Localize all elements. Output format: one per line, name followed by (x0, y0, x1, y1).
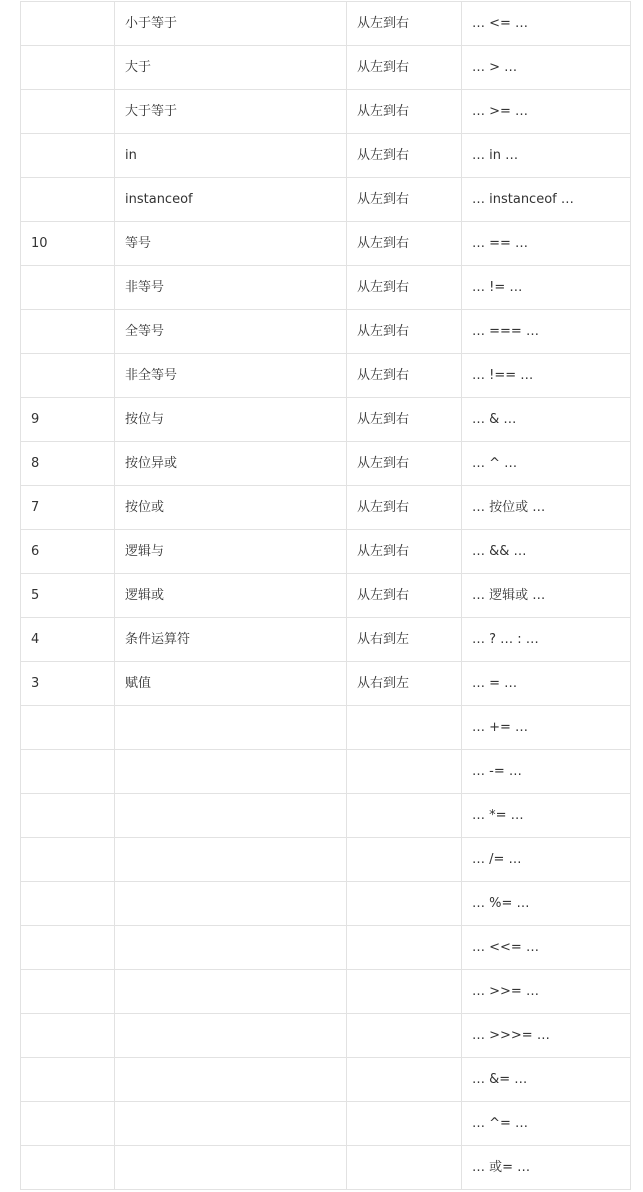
operator-syntax-cell: … 或= … (462, 1146, 631, 1190)
table-row (21, 574, 631, 618)
associativity-cell: 从左到右 (347, 266, 462, 310)
precedence-cell (21, 794, 115, 838)
associativity-cell (347, 794, 462, 838)
precedence-cell: 5 (21, 574, 115, 618)
associativity-cell (347, 750, 462, 794)
table-row (21, 486, 631, 530)
associativity-cell (347, 706, 462, 750)
table-row (21, 134, 631, 178)
table-row (21, 838, 631, 882)
operator-syntax-cell: … <<= … (462, 926, 631, 970)
associativity-cell: 从左到右 (347, 442, 462, 486)
operator-syntax-cell: … && … (462, 530, 631, 574)
precedence-cell (21, 1102, 115, 1146)
operator-type-cell: 非等号 (115, 266, 347, 310)
precedence-cell (21, 750, 115, 794)
operator-type-cell (115, 882, 347, 926)
operator-type-cell (115, 706, 347, 750)
table-row (21, 750, 631, 794)
associativity-cell (347, 838, 462, 882)
operator-type-cell (115, 1146, 347, 1190)
associativity-cell: 从左到右 (347, 486, 462, 530)
operator-type-cell (115, 1102, 347, 1146)
operator-syntax-cell: … > … (462, 46, 631, 90)
precedence-cell (21, 2, 115, 46)
table-body (21, 2, 631, 1190)
operator-type-cell: 等号 (115, 222, 347, 266)
operator-type-cell: 逻辑与 (115, 530, 347, 574)
associativity-cell (347, 926, 462, 970)
operator-syntax-cell: … 按位或 … (462, 486, 631, 530)
precedence-cell (21, 970, 115, 1014)
precedence-cell (21, 266, 115, 310)
table-row (21, 618, 631, 662)
associativity-cell (347, 1014, 462, 1058)
operator-type-cell (115, 838, 347, 882)
table-row (21, 794, 631, 838)
operator-syntax-cell: … %= … (462, 882, 631, 926)
table-row (21, 398, 631, 442)
table-row (21, 662, 631, 706)
precedence-cell (21, 1058, 115, 1102)
precedence-cell: 6 (21, 530, 115, 574)
precedence-cell (21, 838, 115, 882)
operator-syntax-cell: … &= … (462, 1058, 631, 1102)
operator-type-cell: 大于 (115, 46, 347, 90)
associativity-cell: 从左到右 (347, 530, 462, 574)
operator-syntax-cell: … <= … (462, 2, 631, 46)
operator-type-cell: 小于等于 (115, 2, 347, 46)
table-row (21, 706, 631, 750)
operator-syntax-cell: … & … (462, 398, 631, 442)
operator-syntax-cell: … = … (462, 662, 631, 706)
precedence-cell: 3 (21, 662, 115, 706)
precedence-cell (21, 354, 115, 398)
precedence-cell (21, 310, 115, 354)
precedence-cell (21, 926, 115, 970)
associativity-cell: 从左到右 (347, 134, 462, 178)
table-row (21, 46, 631, 90)
precedence-cell (21, 706, 115, 750)
associativity-cell: 从左到右 (347, 178, 462, 222)
precedence-cell (21, 90, 115, 134)
table-row (21, 970, 631, 1014)
operator-type-cell: 逻辑或 (115, 574, 347, 618)
precedence-cell (21, 1146, 115, 1190)
operator-type-cell (115, 794, 347, 838)
table-row (21, 1058, 631, 1102)
table-row (21, 354, 631, 398)
operator-type-cell (115, 926, 347, 970)
associativity-cell: 从左到右 (347, 574, 462, 618)
table-row (21, 222, 631, 266)
precedence-cell (21, 46, 115, 90)
operator-type-cell (115, 970, 347, 1014)
associativity-cell: 从左到右 (347, 398, 462, 442)
precedence-cell (21, 178, 115, 222)
associativity-cell (347, 1102, 462, 1146)
operator-type-cell: in (115, 134, 347, 178)
associativity-cell: 从左到右 (347, 46, 462, 90)
operator-syntax-cell: … /= … (462, 838, 631, 882)
operator-syntax-cell: … != … (462, 266, 631, 310)
associativity-cell: 从左到右 (347, 90, 462, 134)
precedence-cell: 9 (21, 398, 115, 442)
operator-syntax-cell: … in … (462, 134, 631, 178)
operator-type-cell (115, 1014, 347, 1058)
precedence-cell (21, 134, 115, 178)
table-row (21, 310, 631, 354)
operator-type-cell: 按位与 (115, 398, 347, 442)
operator-type-cell: 大于等于 (115, 90, 347, 134)
operator-syntax-cell: … instanceof … (462, 178, 631, 222)
table-row (21, 266, 631, 310)
table-row (21, 882, 631, 926)
operator-syntax-cell: … 逻辑或 … (462, 574, 631, 618)
precedence-cell (21, 1014, 115, 1058)
operator-type-cell: 全等号 (115, 310, 347, 354)
operator-syntax-cell: … === … (462, 310, 631, 354)
operator-syntax-cell: … ^= … (462, 1102, 631, 1146)
operator-type-cell: 条件运算符 (115, 618, 347, 662)
operator-type-cell: 按位或 (115, 486, 347, 530)
operator-precedence-table-container (20, 1, 630, 1190)
operator-syntax-cell: … !== … (462, 354, 631, 398)
operator-syntax-cell: … ? … : … (462, 618, 631, 662)
operator-type-cell: 非全等号 (115, 354, 347, 398)
operator-type-cell: 赋值 (115, 662, 347, 706)
precedence-cell: 7 (21, 486, 115, 530)
operator-syntax-cell: … *= … (462, 794, 631, 838)
operator-syntax-cell: … += … (462, 706, 631, 750)
operator-syntax-cell: … >>>= … (462, 1014, 631, 1058)
associativity-cell (347, 1058, 462, 1102)
associativity-cell: 从右到左 (347, 662, 462, 706)
table-row (21, 530, 631, 574)
operator-type-cell: 按位异或 (115, 442, 347, 486)
operator-syntax-cell: … -= … (462, 750, 631, 794)
associativity-cell: 从左到右 (347, 222, 462, 266)
associativity-cell (347, 882, 462, 926)
operator-precedence-table (20, 1, 631, 1190)
operator-syntax-cell: … == … (462, 222, 631, 266)
table-row (21, 1102, 631, 1146)
table-row (21, 1014, 631, 1058)
table-row (21, 1146, 631, 1190)
precedence-cell (21, 882, 115, 926)
table-row (21, 90, 631, 134)
table-row (21, 2, 631, 46)
associativity-cell (347, 1146, 462, 1190)
operator-syntax-cell: … >= … (462, 90, 631, 134)
associativity-cell: 从左到右 (347, 354, 462, 398)
precedence-cell: 4 (21, 618, 115, 662)
associativity-cell: 从右到左 (347, 618, 462, 662)
operator-syntax-cell: … >>= … (462, 970, 631, 1014)
table-row (21, 442, 631, 486)
table-row (21, 178, 631, 222)
precedence-cell: 10 (21, 222, 115, 266)
associativity-cell (347, 970, 462, 1014)
associativity-cell: 从左到右 (347, 2, 462, 46)
associativity-cell: 从左到右 (347, 310, 462, 354)
operator-type-cell (115, 750, 347, 794)
operator-type-cell (115, 1058, 347, 1102)
precedence-cell: 8 (21, 442, 115, 486)
table-row (21, 926, 631, 970)
operator-type-cell: instanceof (115, 178, 347, 222)
operator-syntax-cell: … ^ … (462, 442, 631, 486)
